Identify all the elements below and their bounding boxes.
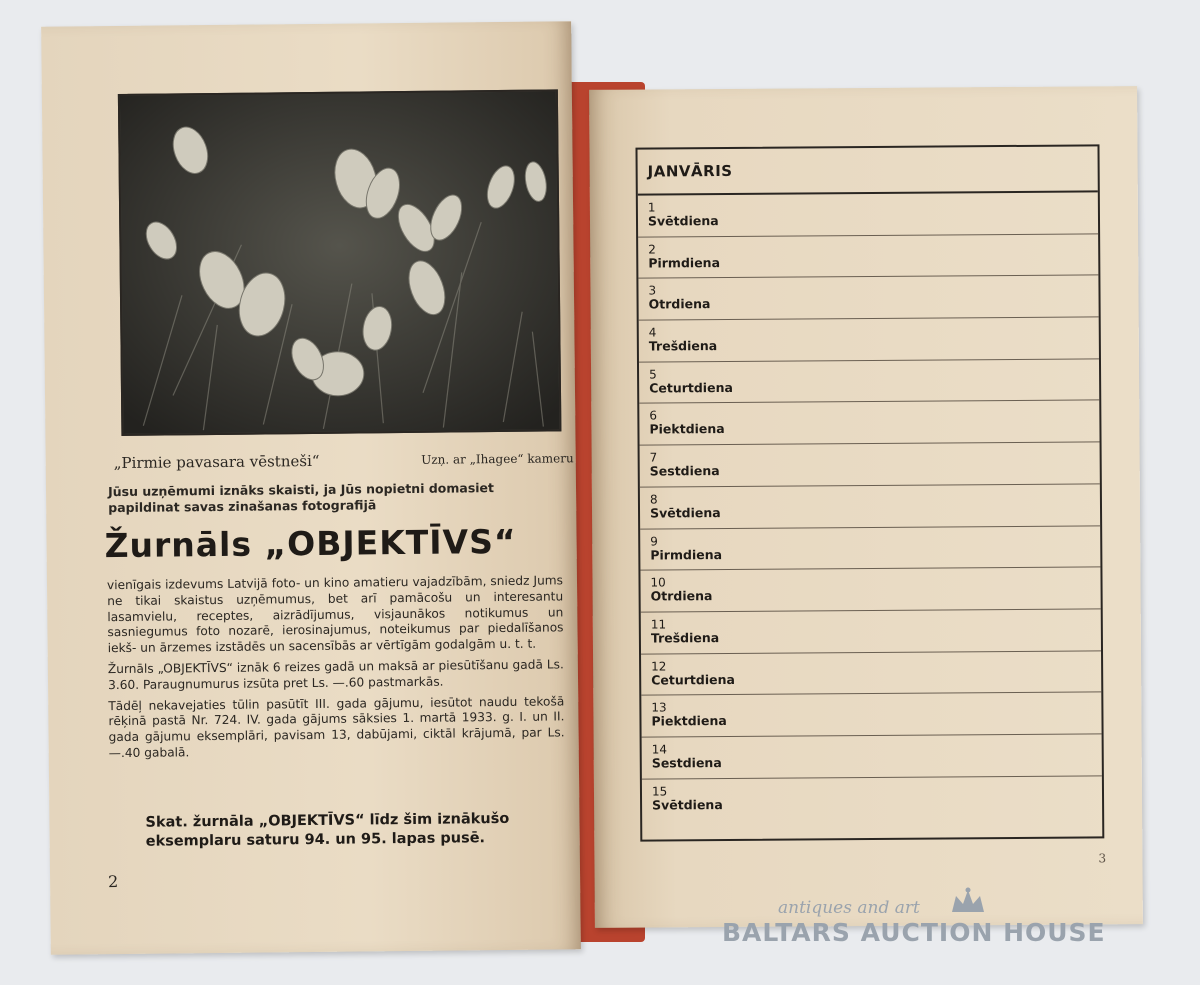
page-number-right: 3 [1098,851,1107,866]
day-name: Svētdiena [652,796,723,813]
day-name: Otrdiena [650,588,713,604]
caption-title: „Pirmie pavasara vēstneši“ [113,451,320,473]
advert-paragraph: Žurnāls „OBJEKTĪVS“ iznāk 6 reizes gadā un maksā ar piesūtīšanu gadā Ls. 3.60. Paraugnumurus izsūta pret Ls. —.60 pastmarkās. [107,657,564,692]
photo-caption [114,449,574,472]
page-number-left: 2 [108,872,119,892]
day-number: 4 [648,325,657,340]
day-name: Ceturtdiena [651,671,735,688]
intro-text: Jūsu uzņēmumi iznāks skaisti, ja Jūs nopietni domasiet papildinat savas zinašanas fotografijā [107,480,495,516]
day-row [639,359,1099,404]
day-row [640,442,1100,487]
day-name: Svētdiena [647,213,719,229]
day-row [639,401,1099,446]
day-row [639,317,1099,362]
watermark-tagline: antiques and art [778,898,920,918]
day-name: Ceturtdiena [649,379,733,396]
day-number: 2 [648,242,656,257]
day-row [640,484,1100,529]
day-row [638,276,1098,321]
caption-credit: Uzņ. ar „Ihagee“ kameru [421,451,574,467]
day-name: Pirmdiena [650,546,723,563]
day-number: 1 [647,200,656,215]
day-name: Sestdiena [651,754,722,771]
day-number: 9 [650,533,658,549]
calendar-table [635,144,1104,841]
day-number: 5 [649,367,657,382]
day-number: 14 [651,742,668,757]
day-name: Otrdiena [648,296,711,312]
day-row [641,693,1101,738]
day-list [638,192,1102,821]
day-number: 13 [651,700,667,715]
right-page [589,86,1143,928]
crocus-photo [118,89,562,436]
day-number: 8 [649,492,658,507]
flower-photo-illustration [120,91,560,434]
closing-note: Skat. žurnāla „OBJEKTĪVS“ līdz šim iznākušo eksemplaru saturu 94. un 95. lapas pusē. [145,810,510,850]
day-name: Svētdiena [649,504,721,521]
crown-icon [948,886,988,916]
advert-paragraph: vienīgais izdevums Latvijā foto- un kino amatieru vajadzībām, sniedz Jums ne tikai skaistus uzņēmumus, bet arī pamācošu un interesantu lasamvielu, receptes, aizrādījumus, visjaunākos notikumus un sasniegumus foto nozarē, ierosinajumus, noteikumus par piedalīšanos iekš- un ārzemes izstādēs un sacensībās ar vērtīgām godalgām u. t. t. [106,573,564,656]
day-row [640,568,1100,613]
day-row [641,651,1101,696]
day-name: Piektdiena [649,421,725,437]
day-name: Pirmdiena [648,254,721,271]
day-number: 7 [649,450,658,465]
day-name: Trešdiena [650,629,720,646]
day-row [638,192,1098,237]
day-number: 11 [650,617,667,632]
day-number: 10 [650,575,666,590]
advert-body [107,573,565,767]
watermark-name: BALTARS AUCTION HOUSE [722,918,1106,947]
day-number: 6 [649,408,658,423]
day-name: Sestdiena [649,463,720,479]
advert-paragraph: Tādēļ nekavejaties tūlin pasūtīt III. gada gājumu, iesūtot naudu tekošā rēķinā pastā Nr. 724. IV. gada gājums sāksies 1. martā 1933. g. I. un II. gada gājumu eksemplāri, pavisam 13, dabūjami, ciktāl krājumā, par Ls. —.40 gabalā. [108,693,565,761]
day-name: Trešdiena [648,338,718,354]
day-number: 15 [651,784,668,799]
day-row [642,776,1102,821]
month-heading: JANVĀRIS [637,146,1097,195]
day-row [638,234,1098,279]
day-row [642,734,1102,779]
journal-title: Žurnāls „OBJEKTĪVS“ [104,521,517,566]
day-number: 3 [648,283,657,298]
day-number: 12 [651,658,667,674]
day-row [640,526,1100,571]
day-row [641,609,1101,654]
day-name: Piektdiena [651,713,727,729]
left-page [41,21,581,954]
